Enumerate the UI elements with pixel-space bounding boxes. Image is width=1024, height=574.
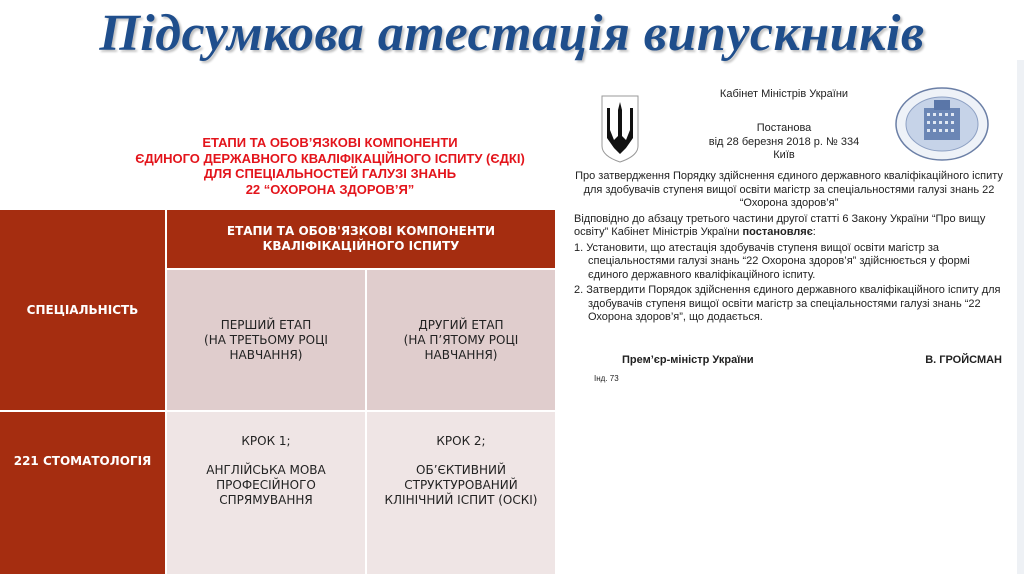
decree-item-1: 1. Установити, що атестація здобувачів ступеня вищої освіти магістр за спеціальностями галузі знань “22 Охорона здоров’я” здійснюється у формі єдиного державного кваліфікаційного іспиту. <box>574 241 970 281</box>
exam-stages-table <box>0 210 551 574</box>
components-header: ЕТАПИ ТА ОБОВ'ЯЗКОВІ КОМПОНЕНТИ КВАЛІФІКАЦІЙНОГО ІСПИТУ <box>167 210 555 268</box>
decree-block <box>634 122 934 163</box>
issuer: Кабінет Міністрів України <box>719 88 849 100</box>
decree-city: Київ <box>773 149 795 161</box>
stage-header-1 <box>167 270 365 410</box>
heading-line: 22 “ОХОРОНА ЗДОРОВ’Я” <box>245 181 415 197</box>
stage-2-cell <box>367 412 555 574</box>
slide-title: Підсумкова атестація випускників <box>99 5 925 62</box>
decree-preamble: Відповідно до абзацу третього частини другої статті 6 Закону України “Про вищу освіту” Кабінет Міністрів України постановляє: <box>574 212 986 238</box>
signature-line <box>622 354 1002 368</box>
specialty-header: СПЕЦІАЛЬНІСТЬ <box>0 210 165 410</box>
stage-when: (НА П’ЯТОМУ РОЦІ НАВЧАННЯ) <box>403 332 519 362</box>
decree-date-number: від 28 березня 2018 р. № 334 <box>708 135 860 148</box>
stage-when: (НА ТРЕТЬОМУ РОЦІ НАВЧАННЯ) <box>204 332 328 362</box>
stage-1-cell <box>167 412 365 574</box>
document-index: Інд. 73 <box>594 374 619 383</box>
heading-line: ЄДИНОГО ДЕРЖАВНОГО КВАЛІФІКАЦІЙНОГО ІСПИТУ (ЄДКІ) <box>135 150 525 166</box>
decree-subject: Про затвердження Порядку здійснення єдиного державного кваліфікаційного іспиту для здобувачів ступеня вищої освіти магістр за спеціальностями галузі знань 22 “Охорона здоров’я” <box>575 170 1003 209</box>
stage-header-2 <box>367 270 555 410</box>
signatory-title: Прем’єр-міністр України <box>622 354 754 366</box>
slide-edge <box>1017 60 1024 574</box>
specialty-name: 221 СТОМАТОЛОГІЯ <box>0 412 165 574</box>
step-label: КРОК 2; <box>436 434 486 448</box>
cabinet-resolution-document <box>574 78 1014 388</box>
heading-line: ДЛЯ СПЕЦІАЛЬНОСТЕЙ ГАЛУЗІ ЗНАНЬ <box>203 166 457 181</box>
heading-line: ЕТАПИ ТА ОБОВ’ЯЗКОВІ КОМПОНЕНТИ <box>202 135 458 150</box>
stage-name: ПЕРШИЙ ЕТАП <box>220 317 312 332</box>
decree-item-2: 2. Затвердити Порядок здійснення єдиного державного кваліфікаційного іспиту для здобувачів ступеня вищої освіти магістр за спеціальностями галузі знань “22 Охорона здоров’я”, що додається. <box>574 284 1001 323</box>
component-label: АНГЛІЙСЬКА МОВА ПРОФЕСІЙНОГО СПРЯМУВАННЯ <box>206 463 326 507</box>
decree-body <box>574 170 1004 327</box>
edki-heading <box>110 135 550 197</box>
decree-type: Постанова <box>756 122 812 134</box>
stage-name: ДРУГИЙ ЕТАП <box>418 317 504 332</box>
step-label: КРОК 1; <box>241 434 291 448</box>
signatory-name: В. ГРОЙСМАН <box>925 354 1002 366</box>
component-label: ОБ’ЄКТИВНИЙ СТРУКТУРОВАНИЙ КЛІНІЧНИЙ ІСПИТ (ОСКІ) <box>384 463 538 507</box>
